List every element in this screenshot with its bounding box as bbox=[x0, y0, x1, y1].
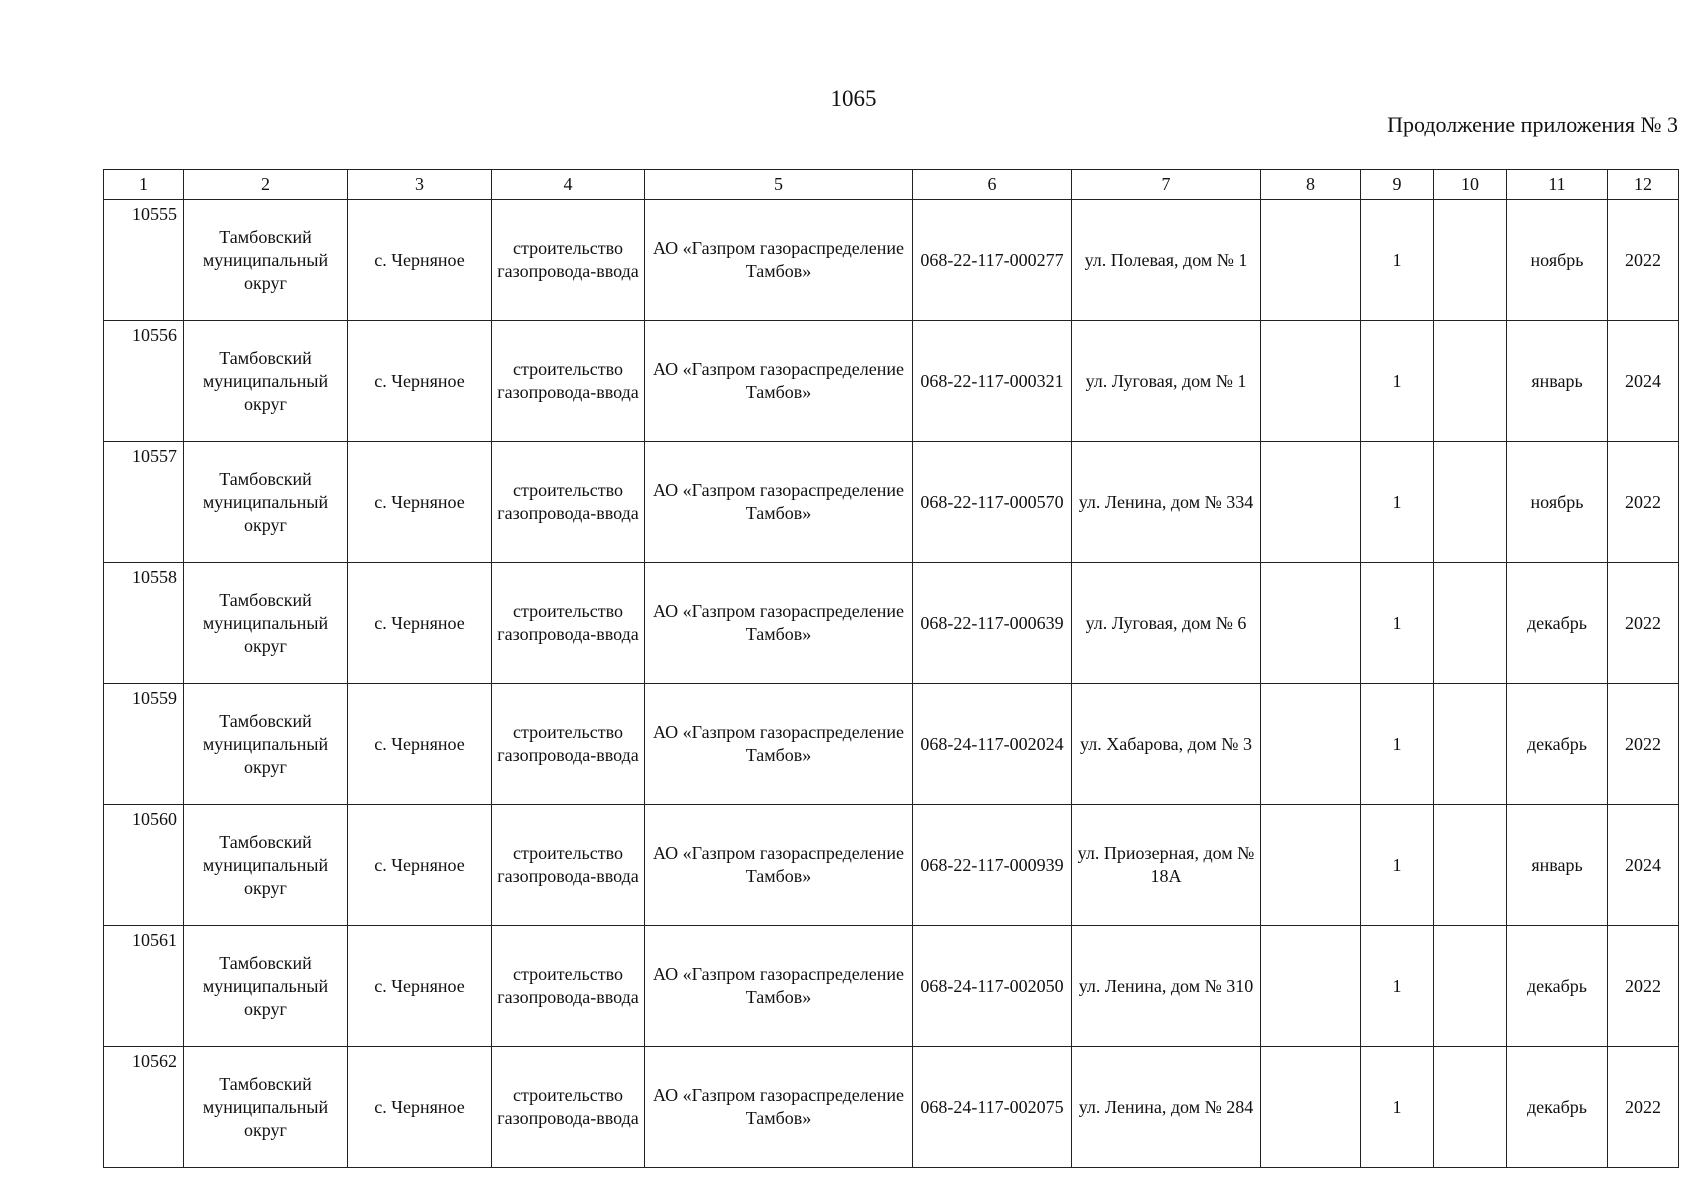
cell-company: АО «Газпром газораспределение Тамбов» bbox=[645, 442, 913, 563]
cell-column-10 bbox=[1434, 926, 1507, 1047]
cell-month: январь bbox=[1507, 805, 1608, 926]
column-header-3: 3 bbox=[348, 170, 492, 200]
cell-company: АО «Газпром газораспределение Тамбов» bbox=[645, 321, 913, 442]
cell-object-code: 068-24-117-002024 bbox=[913, 684, 1072, 805]
cell-work-type: строительство газопровода-ввода bbox=[492, 563, 645, 684]
table-row bbox=[104, 200, 1679, 321]
column-header-5: 5 bbox=[645, 170, 913, 200]
cell-district: Тамбовский муниципальный округ bbox=[184, 926, 348, 1047]
column-header-10: 10 bbox=[1434, 170, 1507, 200]
cell-column-10 bbox=[1434, 563, 1507, 684]
cell-row-number: 10555 bbox=[104, 200, 184, 321]
cell-address: ул. Хабарова, дом № 3 bbox=[1072, 684, 1261, 805]
cell-settlement: с. Черняное bbox=[348, 321, 492, 442]
table-row bbox=[104, 805, 1679, 926]
cell-district: Тамбовский муниципальный округ bbox=[184, 442, 348, 563]
cell-count: 1 bbox=[1361, 926, 1434, 1047]
cell-row-number: 10561 bbox=[104, 926, 184, 1047]
cell-row-number: 10557 bbox=[104, 442, 184, 563]
cell-column-8 bbox=[1261, 805, 1361, 926]
cell-year: 2022 bbox=[1608, 200, 1679, 321]
cell-column-8 bbox=[1261, 684, 1361, 805]
cell-work-type: строительство газопровода-ввода bbox=[492, 321, 645, 442]
cell-row-number: 10556 bbox=[104, 321, 184, 442]
table-body bbox=[104, 200, 1679, 1168]
gas-pipeline-register-table bbox=[103, 169, 1679, 1168]
cell-month: декабрь bbox=[1507, 684, 1608, 805]
table-row bbox=[104, 442, 1679, 563]
cell-column-10 bbox=[1434, 200, 1507, 321]
cell-work-type: строительство газопровода-ввода bbox=[492, 684, 645, 805]
cell-row-number: 10558 bbox=[104, 563, 184, 684]
cell-month: ноябрь bbox=[1507, 442, 1608, 563]
cell-column-10 bbox=[1434, 684, 1507, 805]
cell-count: 1 bbox=[1361, 200, 1434, 321]
cell-column-8 bbox=[1261, 1047, 1361, 1168]
cell-count: 1 bbox=[1361, 1047, 1434, 1168]
cell-month: декабрь bbox=[1507, 926, 1608, 1047]
cell-object-code: 068-24-117-002050 bbox=[913, 926, 1072, 1047]
column-header-9: 9 bbox=[1361, 170, 1434, 200]
appendix-continuation-note: Продолжение приложения № 3 bbox=[1387, 112, 1678, 137]
cell-column-10 bbox=[1434, 1047, 1507, 1168]
cell-work-type: строительство газопровода-ввода bbox=[492, 926, 645, 1047]
cell-year: 2024 bbox=[1608, 805, 1679, 926]
column-header-7: 7 bbox=[1072, 170, 1261, 200]
cell-column-8 bbox=[1261, 321, 1361, 442]
column-header-8: 8 bbox=[1261, 170, 1361, 200]
cell-column-8 bbox=[1261, 200, 1361, 321]
table-row bbox=[104, 684, 1679, 805]
cell-column-10 bbox=[1434, 805, 1507, 926]
cell-settlement: с. Черняное bbox=[348, 684, 492, 805]
table-row bbox=[104, 926, 1679, 1047]
cell-year: 2024 bbox=[1608, 321, 1679, 442]
cell-object-code: 068-24-117-002075 bbox=[913, 1047, 1072, 1168]
cell-district: Тамбовский муниципальный округ bbox=[184, 200, 348, 321]
cell-year: 2022 bbox=[1608, 684, 1679, 805]
column-header-6: 6 bbox=[913, 170, 1072, 200]
cell-address: ул. Луговая, дом № 6 bbox=[1072, 563, 1261, 684]
column-header-4: 4 bbox=[492, 170, 645, 200]
column-header-1: 1 bbox=[104, 170, 184, 200]
cell-column-10 bbox=[1434, 321, 1507, 442]
cell-address: ул. Ленина, дом № 334 bbox=[1072, 442, 1261, 563]
cell-year: 2022 bbox=[1608, 563, 1679, 684]
cell-object-code: 068-22-117-000277 bbox=[913, 200, 1072, 321]
cell-company: АО «Газпром газораспределение Тамбов» bbox=[645, 200, 913, 321]
column-header-12: 12 bbox=[1608, 170, 1679, 200]
cell-count: 1 bbox=[1361, 442, 1434, 563]
table-row bbox=[104, 563, 1679, 684]
cell-row-number: 10560 bbox=[104, 805, 184, 926]
table-row bbox=[104, 321, 1679, 442]
cell-work-type: строительство газопровода-ввода bbox=[492, 442, 645, 563]
cell-object-code: 068-22-117-000570 bbox=[913, 442, 1072, 563]
page-number: 1065 bbox=[830, 86, 877, 111]
cell-company: АО «Газпром газораспределение Тамбов» bbox=[645, 563, 913, 684]
cell-year: 2022 bbox=[1608, 442, 1679, 563]
cell-settlement: с. Черняное bbox=[348, 200, 492, 321]
cell-district: Тамбовский муниципальный округ bbox=[184, 805, 348, 926]
cell-object-code: 068-22-117-000321 bbox=[913, 321, 1072, 442]
cell-work-type: строительство газопровода-ввода bbox=[492, 805, 645, 926]
cell-year: 2022 bbox=[1608, 926, 1679, 1047]
cell-year: 2022 bbox=[1608, 1047, 1679, 1168]
cell-column-10 bbox=[1434, 442, 1507, 563]
cell-count: 1 bbox=[1361, 563, 1434, 684]
cell-address: ул. Приозерная, дом № 18А bbox=[1072, 805, 1261, 926]
cell-column-8 bbox=[1261, 563, 1361, 684]
cell-district: Тамбовский муниципальный округ bbox=[184, 321, 348, 442]
cell-row-number: 10559 bbox=[104, 684, 184, 805]
cell-company: АО «Газпром газораспределение Тамбов» bbox=[645, 926, 913, 1047]
cell-settlement: с. Черняное bbox=[348, 442, 492, 563]
cell-count: 1 bbox=[1361, 321, 1434, 442]
table-row bbox=[104, 1047, 1679, 1168]
column-header-11: 11 bbox=[1507, 170, 1608, 200]
cell-count: 1 bbox=[1361, 805, 1434, 926]
cell-month: декабрь bbox=[1507, 563, 1608, 684]
cell-month: январь bbox=[1507, 321, 1608, 442]
cell-address: ул. Ленина, дом № 310 bbox=[1072, 926, 1261, 1047]
cell-month: ноябрь bbox=[1507, 200, 1608, 321]
cell-count: 1 bbox=[1361, 684, 1434, 805]
cell-work-type: строительство газопровода-ввода bbox=[492, 200, 645, 321]
cell-object-code: 068-22-117-000939 bbox=[913, 805, 1072, 926]
cell-column-8 bbox=[1261, 442, 1361, 563]
cell-month: декабрь bbox=[1507, 1047, 1608, 1168]
cell-work-type: строительство газопровода-ввода bbox=[492, 1047, 645, 1168]
cell-address: ул. Ленина, дом № 284 bbox=[1072, 1047, 1261, 1168]
cell-company: АО «Газпром газораспределение Тамбов» bbox=[645, 1047, 913, 1168]
table-header bbox=[104, 170, 1679, 200]
cell-settlement: с. Черняное bbox=[348, 926, 492, 1047]
cell-address: ул. Полевая, дом № 1 bbox=[1072, 200, 1261, 321]
cell-address: ул. Луговая, дом № 1 bbox=[1072, 321, 1261, 442]
cell-district: Тамбовский муниципальный округ bbox=[184, 563, 348, 684]
cell-column-8 bbox=[1261, 926, 1361, 1047]
cell-company: АО «Газпром газораспределение Тамбов» bbox=[645, 684, 913, 805]
cell-company: АО «Газпром газораспределение Тамбов» bbox=[645, 805, 913, 926]
column-header-2: 2 bbox=[184, 170, 348, 200]
cell-district: Тамбовский муниципальный округ bbox=[184, 684, 348, 805]
cell-settlement: с. Черняное bbox=[348, 805, 492, 926]
cell-object-code: 068-22-117-000639 bbox=[913, 563, 1072, 684]
cell-row-number: 10562 bbox=[104, 1047, 184, 1168]
cell-settlement: с. Черняное bbox=[348, 563, 492, 684]
cell-district: Тамбовский муниципальный округ bbox=[184, 1047, 348, 1168]
header-row bbox=[104, 170, 1679, 200]
cell-settlement: с. Черняное bbox=[348, 1047, 492, 1168]
